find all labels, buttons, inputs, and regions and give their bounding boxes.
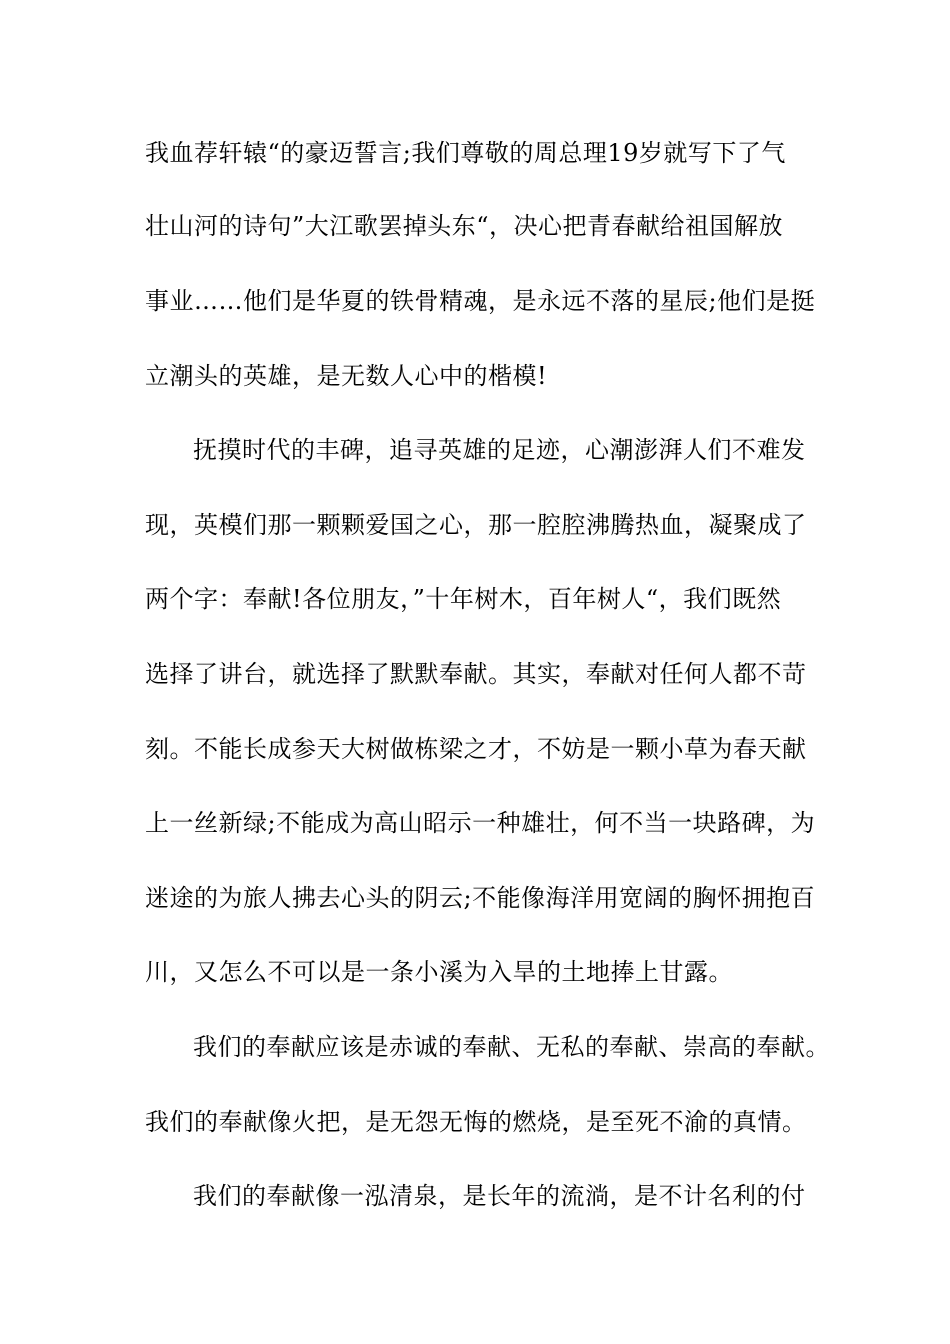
text-line: 我血荐轩辕“的豪迈誓言;我们尊敬的周总理19岁就写下了气: [145, 139, 786, 167]
text-line: 两个字：奉献!各位朋友，”十年树木，百年树人“，我们既然: [145, 585, 782, 613]
text-line: 现，英模们那一颗颗爱国之心，那一腔腔沸腾热血，凝聚成了: [145, 511, 807, 539]
text-line: 事业……他们是华夏的铁骨精魂，是永远不落的星辰;他们是挺: [145, 287, 816, 315]
text-line: 刻。不能长成参天大树做栋梁之才，不妨是一颗小草为春天献: [145, 735, 807, 763]
paragraph-first-line: 我们的奉献像一泓清泉，是长年的流淌，是不计名利的付: [193, 1182, 806, 1210]
text-line: 立潮头的英雄，是无数人心中的楷模!: [145, 362, 548, 390]
text-line: 川，又怎么不可以是一条小溪为入旱的土地捧上甘露。: [145, 958, 733, 986]
paragraph-first-line: 抚摸时代的丰碑，追寻英雄的足迹，心潮澎湃人们不难发: [193, 436, 806, 464]
text-line: 壮山河的诗句”大江歌罢掉头东“，决心把青春献给祖国解放: [145, 212, 784, 240]
text-line: 选择了讲台，就选择了默默奉献。其实，奉献对任何人都不苛: [145, 660, 807, 688]
text-line: 上一丝新绿;不能成为高山昭示一种雄壮，何不当一块路碑，为: [145, 809, 816, 837]
text-line: 我们的奉献像火把，是无怨无悔的燃烧，是至死不渝的真情。: [145, 1108, 807, 1136]
text-line: 迷途的为旅人拂去心头的阴云;不能像海洋用宽阔的胸怀拥抱百: [145, 884, 816, 912]
paragraph-first-line: 我们的奉献应该是赤诚的奉献、无私的奉献、崇高的奉献。: [193, 1033, 830, 1061]
